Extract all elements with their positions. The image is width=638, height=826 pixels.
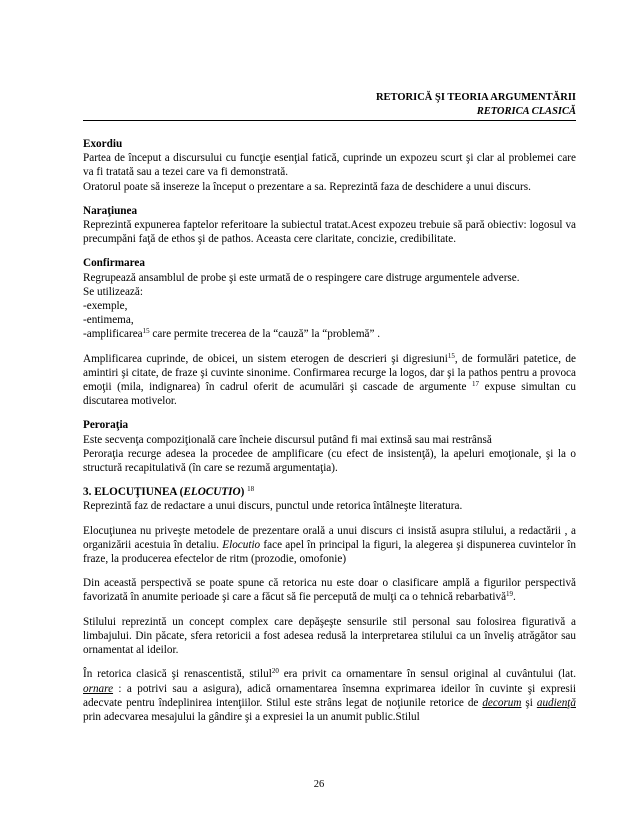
peroratia-paragraph-1: Este secvenţa compoziţională care încheie discursul putând fi mai extinsă sau mai restrânsă (83, 433, 492, 446)
paragraph-text: , de formulări patetice, de amintiri şi citate, de fraze şi cuvinte sinonime. Confirmarea recurge la logos, dar şi la pathos pentru a provoca emoţii (mila, indignarea) în cadrul oferit de acumulări şi cascade de argumente (83, 352, 576, 394)
list-item-text: -amplificarea (83, 328, 143, 341)
paragraph-text: face apel în principal la figuri, la alegerea şi dispunerea cuvintelor în fraze, la producerea efectelor de ritm (prozodie, omofonie) (83, 538, 576, 566)
title-latin-term: ELOCUTIO (183, 486, 241, 499)
elocutiunea-paragraph-4: Stilului reprezintă un concept complex care depăşeşte sensurile stil personal sau folosirea figurativă a limbajului. Din păcate, sfera retoricii a fost adesea redusă la interpretarea stilului ca un înveliş atrăgător sau ornamentat al ideilor. (83, 615, 576, 657)
footnote-ref: 20 (271, 667, 279, 676)
title-text: ) (240, 486, 248, 499)
footnote-ref: 15 (142, 327, 150, 336)
footnote-ref: 18 (247, 485, 255, 494)
footnote-ref: 17 (472, 380, 480, 389)
latin-term: ornare (83, 682, 114, 695)
latin-term: decorum (482, 696, 522, 709)
confirmarea-list-item: -entimema, (83, 314, 134, 327)
elocutiunea-paragraph-1: Reprezintă faz de redactare a unui discurs, punctul unde retorica întâlneşte literatura. (83, 500, 463, 513)
elocutiunea-paragraph-2 (83, 524, 576, 567)
confirmarea-paragraph-2 (83, 352, 576, 409)
peroratia-paragraph-2: Peroraţia recurge adesea la procedee de amplificare (cu efect de insistenţă), la apeluri emoţionale, şi la o structură recapitulativă (în care se rezumă argumentaţia). (83, 447, 576, 475)
confirmarea-list-item (83, 327, 576, 341)
paragraph-text: era privit ca ornamentare în sensul original al cuvântului (lat. (278, 668, 576, 681)
footnote-ref: 15 (447, 351, 455, 360)
paragraph-text: expuse simultan cu discutarea motivelor. (83, 381, 576, 408)
body-text (83, 137, 576, 724)
paragraph-text: Din această perspectivă se poate spune că retorica nu este doar o clasificare amplă a figurilor perspectivă favorizată în anumite perioade şi care a făcut să fie percepută de mulţi ca o tehnică rebarbativă (83, 577, 576, 604)
page-number: 26 (313, 779, 325, 790)
exordiu-paragraph-2: Oratorul poate să insereze la început o prezentare a sa. Reprezintă faza de deschidere a unui discurs. (83, 180, 531, 193)
elocutiunea-paragraph-3 (83, 576, 576, 604)
confirmarea-list-item: -exemple, (83, 300, 128, 313)
paragraph-text: şi (521, 696, 537, 709)
paragraph-text: prin adecvarea mesajului la gândire şi a expresiei la un anumit public.Stilul (83, 710, 420, 723)
confirmarea-paragraph-1: Regrupează ansamblul de probe şi este urmată de o respingere care distruge argumentele adverse. (83, 271, 520, 284)
section-title-naratiunea: Naraţiunea (83, 204, 138, 217)
header-title: RETORICĂ ŞI TEORIA ARGUMENTĂRII (375, 92, 576, 103)
paragraph-text: : a potrivi sau a asigura), adică ornamentarea însemna exprimarea ideilor în cuvinte şi expresii adecvate pentru îndeplinirea intenţiilor. Stilul este strâns legat de noţiunile retorice de (83, 682, 576, 709)
paragraph-text: Amplificarea cuprinde, de obicei, un sistem eterogen de descrieri şi digresiuni (83, 352, 448, 365)
confirmarea-list-intro: Se utilizează: (83, 285, 143, 298)
footnote-ref: 19 (506, 590, 514, 599)
list-item-text: care permite trecerea de la “cauză” la “problemă” . (149, 328, 381, 341)
title-text: 3. ELOCUŢIUNEA ( (83, 486, 184, 499)
naratiunea-paragraph-1: Reprezintă expunerea faptelor referitoare la subiectul tratat.Acest expozeu trebuie să pară obiectiv: logosul va precumpăni faţă de ethos şi de pathos. Aceasta cere claritate, concizie, credibilitate. (83, 219, 576, 246)
exordiu-paragraph-1: Partea de început a discursului cu funcţie esenţial fatică, cuprinde un expozeu scurt şi clar al problemei care va fi tratată sau a tezei care va fi demonstrată. (83, 152, 576, 179)
section-title-confirmarea: Confirmarea (83, 257, 145, 270)
header-subtitle: RETORICA CLASICĂ (476, 106, 576, 117)
paragraph-text: Elocuţiunea nu priveşte metodele de prezentare orală a unui discurs ci insistă asupra stilului, a redactării , a organizării acestuia în detaliu. (83, 524, 576, 551)
elocutiunea-paragraph-5 (83, 667, 576, 724)
section-title-exordiu: Exordiu (83, 138, 123, 150)
running-header (376, 91, 576, 119)
section-title-peroratia: Peroraţia (83, 419, 129, 432)
emphasized-term: audienţă (536, 696, 576, 709)
paragraph-text: În retorica clasică şi renascentistă, stilul (83, 668, 272, 681)
section-title-elocutiunea (83, 485, 576, 499)
paragraph-text: . (513, 591, 516, 604)
latin-term: Elocutio (222, 538, 261, 551)
header-rule (83, 120, 576, 121)
